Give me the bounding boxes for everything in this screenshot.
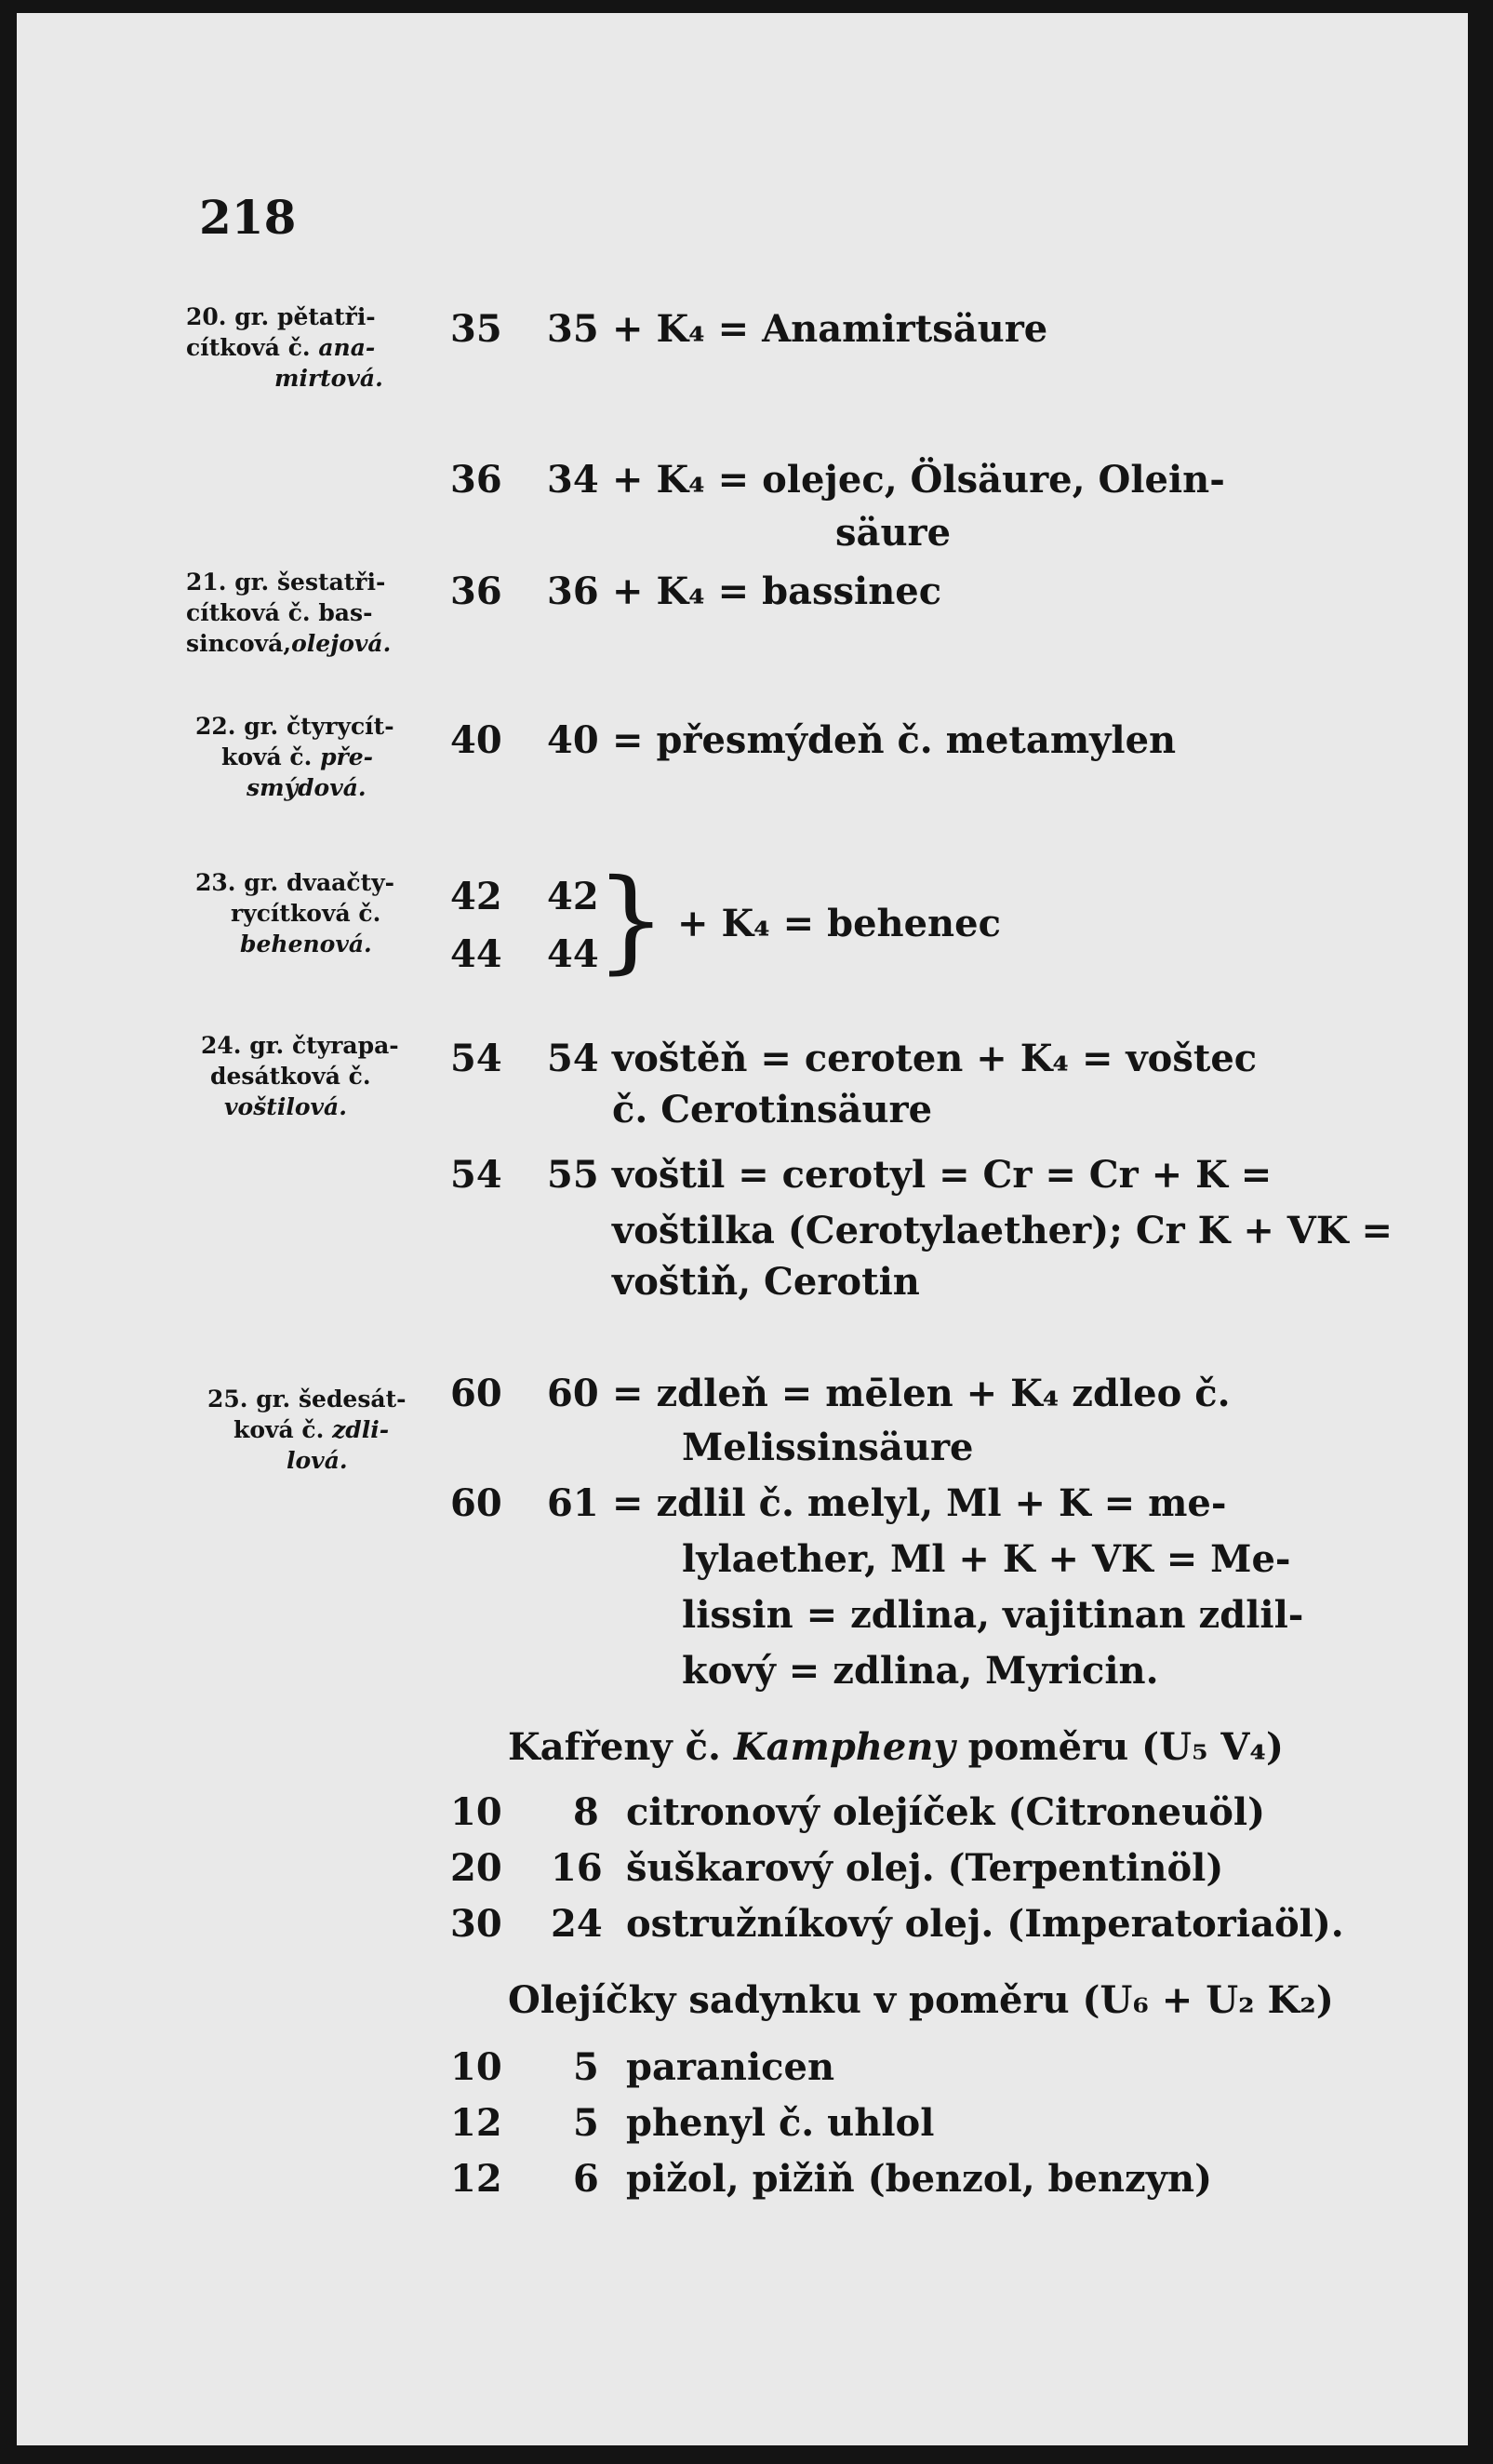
formula-text: + K₄ = Anamirtsäure [612,307,1048,351]
list-index: 5 [573,2045,599,2089]
page-number: 218 [199,190,297,245]
list-count: 10 [450,2045,502,2089]
list-index: 16 [551,1846,603,1890]
group-label-line: 24. gr. čtyrapa- [201,1032,399,1059]
group-label-italic: pře- [320,743,373,770]
list-count: 30 [450,1902,502,1946]
formula-text: = přesmýdeň č. metamylen [612,718,1177,762]
formula-count: 42 [450,875,502,918]
formula-text: = zdlil č. melyl, Ml + K = me- [612,1481,1227,1525]
list-item: pižol, pižiň (benzol, benzyn) [626,2157,1213,2201]
formula-index: 61 [547,1481,599,1525]
formula-text: + K₄ = behenec [677,902,1001,945]
kafreny-heading [508,1725,1284,1769]
group-label-italic: lová. [287,1447,348,1474]
formula-text: voštěň = ceroten + K₄ = voštec [612,1037,1258,1080]
formula-index: 34 [547,458,599,502]
list-item: paranicen [626,2045,835,2089]
group-label-line: 20. gr. pětatři- [186,303,376,330]
group-label-line: rycítková č. [231,900,381,927]
formula-text: voštil = cerotyl = Cr = Cr + K = [612,1153,1273,1197]
heading-italic: Kampheny [733,1725,955,1769]
formula-count: 60 [450,1481,502,1525]
formula-count: 36 [450,569,502,613]
formula-text: + K₄ = bassinec [612,569,942,613]
formula-index: 44 [547,932,599,976]
formula-text-continued: säure [835,511,952,555]
book-page [17,13,1468,2445]
formula-text-continued: č. Cerotinsäure [612,1088,933,1132]
formula-text: = zdleň = mēlen + K₄ zdleo č. [612,1372,1231,1415]
group-label-italic: voštilová. [224,1093,347,1120]
formula-text-continued: lissin = zdlina, vajitinan zdlil- [682,1593,1304,1637]
formula-count: 44 [450,932,502,976]
formula-count: 35 [450,307,502,351]
formula-count: 40 [450,718,502,762]
group-label-italic: behenová. [240,931,372,957]
group-label-italic: zdli- [332,1416,390,1443]
list-count: 12 [450,2101,502,2145]
formula-index: 40 [547,718,599,762]
group-label-line: 23. gr. dvaačty- [195,869,395,896]
formula-index: 42 [547,875,599,918]
list-index: 5 [573,2101,599,2145]
group-label-line: cítková č. [186,334,319,361]
heading-part: Kafřeny č. [508,1725,734,1769]
group-label-25 [207,1384,468,1476]
formula-count: 54 [450,1037,502,1080]
formula-index: 60 [547,1372,599,1415]
formula-index: 36 [547,569,599,613]
list-index: 6 [573,2157,599,2201]
group-label-21 [186,567,447,659]
group-label-line: 21. gr. šestatři- [186,569,386,596]
group-label-italic: ana- [318,334,376,361]
group-label-italic: olejová. [291,630,392,657]
group-label-20 [186,301,447,394]
formula-index: 55 [547,1153,599,1197]
list-count: 12 [450,2157,502,2201]
group-label-23 [195,867,456,959]
group-label-line: cítková č. bas- [186,599,373,626]
formula-text-continued: Melissinsäure [682,1426,974,1469]
list-index: 8 [573,1790,599,1834]
formula-text: + K₄ = olejec, Ölsäure, Olein- [612,458,1225,502]
group-label-22 [195,711,456,803]
group-label-line: 22. gr. čtyrycít- [195,713,394,740]
formula-index: 54 [547,1037,599,1080]
formula-text-continued: lylaether, Ml + K + VK = Me- [682,1537,1291,1581]
formula-text-continued: voštiň, Cerotin [612,1260,920,1304]
group-label-line: 25. gr. šedesát- [207,1386,407,1413]
list-item: šuškarový olej. (Terpentinöl) [626,1846,1224,1890]
list-count: 20 [450,1846,502,1890]
list-item: phenyl č. uhlol [626,2101,935,2145]
group-label-24 [201,1030,461,1122]
formula-index: 35 [547,307,599,351]
formula-count: 36 [450,458,502,502]
group-label-italic: smýdová. [247,774,367,801]
list-count: 10 [450,1790,502,1834]
group-label-line: desátková č. [210,1063,371,1090]
formula-count: 60 [450,1372,502,1415]
list-item: ostružníkový olej. (Imperatoriaöl). [626,1902,1344,1946]
formula-text-continued: kový = zdlina, Myricin. [682,1649,1159,1693]
group-label-italic: mirtová. [274,365,383,392]
curly-brace: } [595,856,667,985]
group-label-line: sincová, [186,630,292,657]
list-item: citronový olejíček (Citroneuöl) [626,1790,1265,1834]
heading-part: poměru (U₅ V₄) [954,1725,1284,1769]
formula-text-continued: voštilka (Cerotylaether); Cr K + VK = [612,1209,1393,1252]
group-label-line: ková č. [221,743,321,770]
formula-count: 54 [450,1153,502,1197]
group-label-line: ková č. [233,1416,333,1443]
list-index: 24 [551,1902,603,1946]
olejicky-heading: Olejíčky sadynku v poměru (U₆ + U₂ K₂) [508,1978,1334,2022]
